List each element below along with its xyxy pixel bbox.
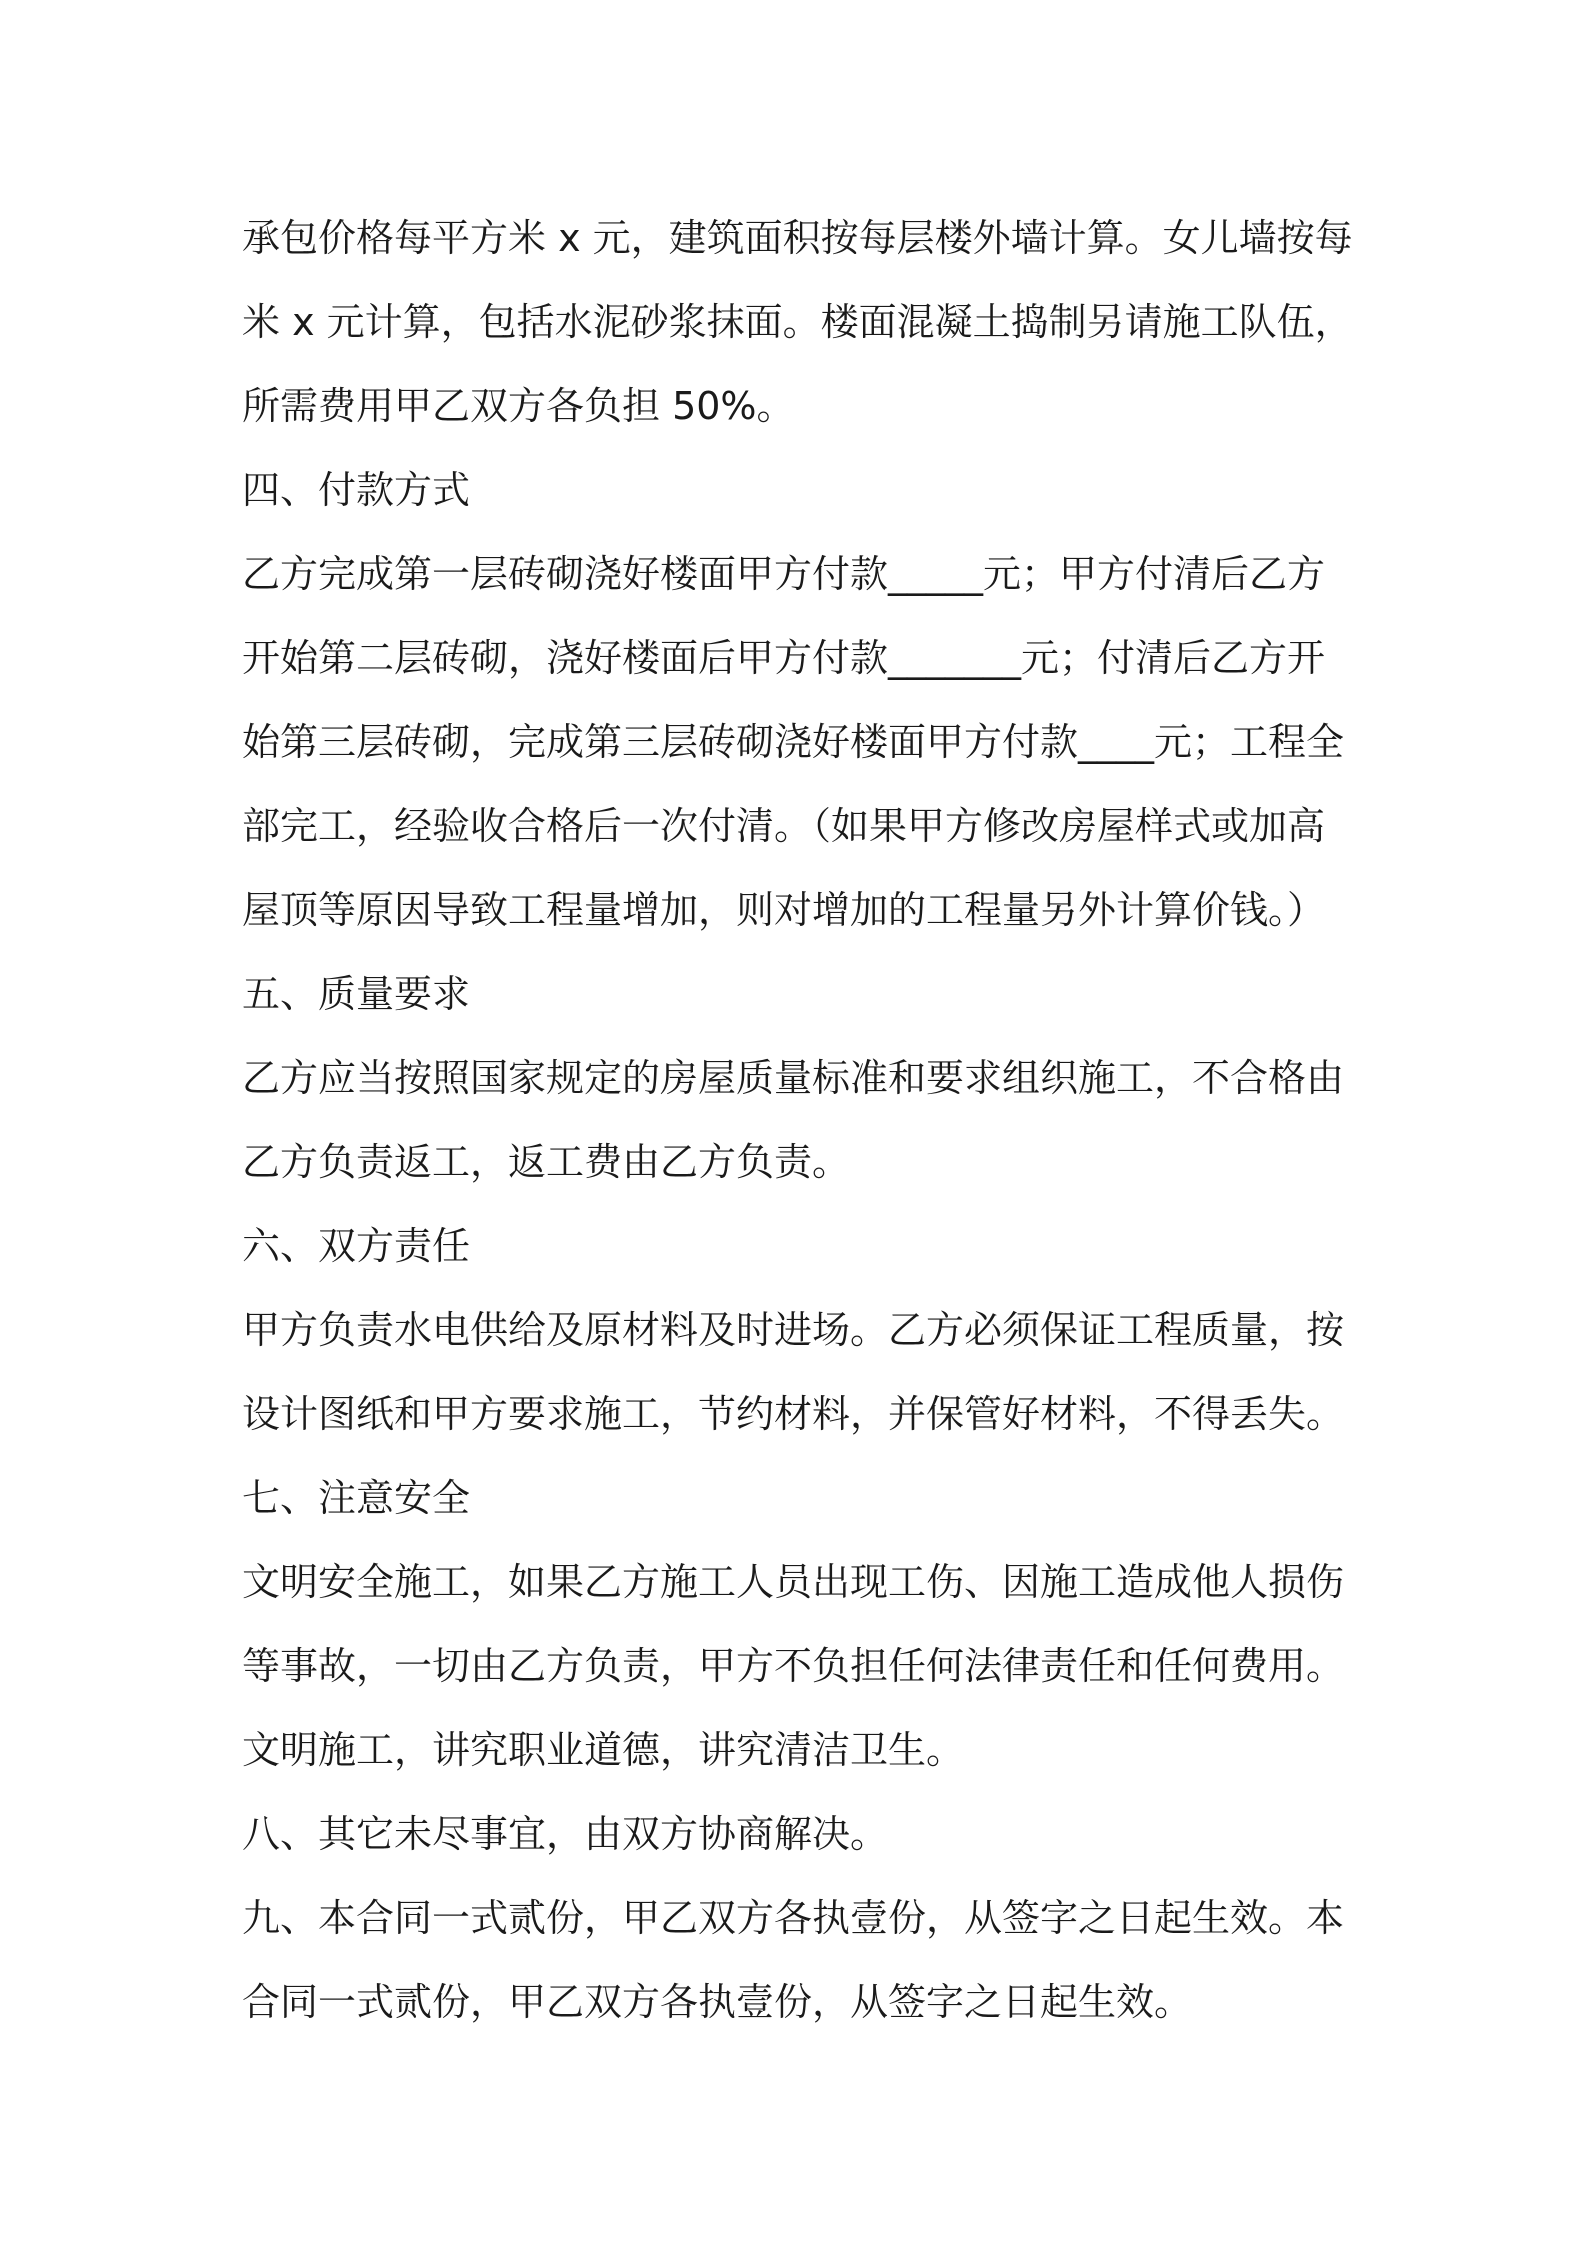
heading-safety: 七、注意安全: [242, 1476, 471, 1520]
heading-payment-method: 四、付款方式: [242, 468, 471, 512]
paragraph-safety: 文明安全施工，如果乙方施工人员出现工伤、因施工造成他人损伤等事故，一切由乙方负责，甲方不负担任何法律责任和任何费用。文明施工，讲究职业道德，讲究清洁卫生。: [242, 1560, 1345, 1772]
heading-other-matters: 八、其它未尽事宜，由双方协商解决。: [242, 1812, 889, 1856]
paragraph-contract-copies: 九、本合同一式贰份，甲乙双方各执壹份，从签字之日起生效。本合同一式贰份，甲乙双方各执壹份，从签字之日起生效。: [242, 1896, 1345, 2024]
paragraph-payment-method: 乙方完成第一层砖砌浇好楼面甲方付款_____元；甲方付清后乙方开始第二层砖砌，浇好楼面后甲方付款_______元；付清后乙方开始第三层砖砌，完成第三层砖砌浇好楼面甲方付款____元；工程全部完工，经验收合格后一次付清。（如果甲方修改房屋样式或加高屋顶等原因导致工程量增加，则对增加的工程量另外计算价钱。）: [242, 552, 1345, 932]
paragraph-pricing: 承包价格每平方米 x 元，建筑面积按每层楼外墙计算。女儿墙按每米 x 元计算，包括水泥砂浆抹面。楼面混凝土捣制另请施工队伍，所需费用甲乙双方各负担 50%。: [242, 216, 1353, 428]
heading-responsibilities: 六、双方责任: [242, 1224, 471, 1268]
paragraph-responsibilities: 甲方负责水电供给及原材料及时进场。乙方必须保证工程质量，按设计图纸和甲方要求施工，节约材料，并保管好材料，不得丢失。: [242, 1308, 1345, 1436]
heading-quality-requirements: 五、质量要求: [242, 972, 471, 1016]
paragraph-quality-requirements: 乙方应当按照国家规定的房屋质量标准和要求组织施工，不合格由乙方负责返工，返工费由乙方负责。: [242, 1056, 1345, 1184]
document-body: [242, 196, 1362, 2044]
